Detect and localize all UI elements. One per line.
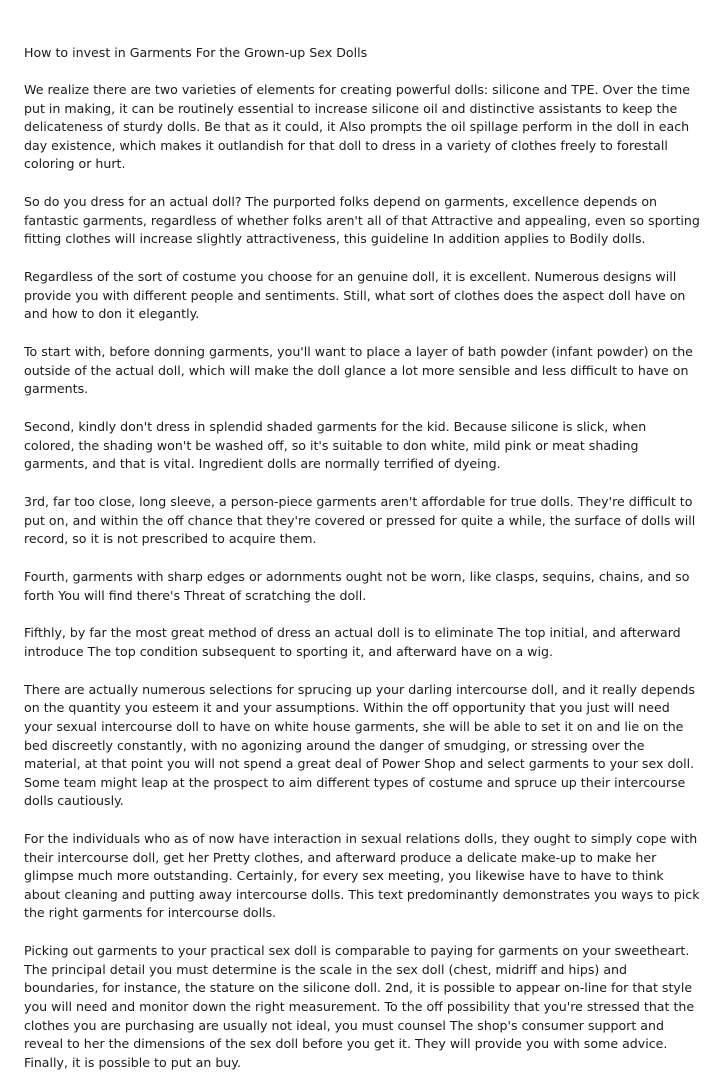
paragraph-1: We realize there are two varieties of elements for creating powerful dolls: silicone and TPE. Over the time put in making, it can be routinely essential to increase silicone oil and distinctive assistants to keep the delicateness of sturdy dolls. Be that as it could, it Also prompts the oil spillage perform in the doll in each day existence, which makes it outlandish for that doll to dress in a variety of clothes freely to forestall coloring or hurt.	[24, 82, 690, 172]
paragraph-3: Regardless of the sort of costume you choose for an genuine doll, it is excellent. Numerous designs will provide you with different people and sentiments. Still, what sort of clothes does the aspect doll have on and how to don it elegantly.	[24, 269, 686, 322]
paragraph-7: Fourth, garments with sharp edges or adornments ought not be worn, like clasps, sequins, chains, and so forth You will find there's Threat of scratching the doll.	[24, 569, 690, 603]
paragraph-2: So do you dress for an actual doll? The purported folks depend on garments, excellence depends on fantastic garments, regardless of whether folks aren't all of that Attractive and appealing, even so sporting fitting clothes will increase slightly attractiveness, this guideline In addition applies to Bodily dolls.	[24, 194, 700, 247]
paragraph-10: For the individuals who as of now have interaction in sexual relations dolls, they ought to simply cope with their intercourse doll, get her Pretty clothes, and afterward produce a delicate make-up to make her glimpse much more outstanding. Certainly, for every sex meeting, you likewise have to have to think about cleaning and putting away intercourse dolls. This text predominantly demonstrates you ways to pick the right garments for intercourse dolls.	[24, 831, 700, 921]
document-title: How to invest in Garments For the Grown-up Sex Dolls	[24, 45, 368, 60]
paragraph-8: Fifthly, by far the most great method of dress an actual doll is to eliminate The top initial, and afterward introduce The top condition subsequent to sporting it, and afterward have on a wig.	[24, 625, 681, 659]
paragraph-9: There are actually numerous selections for sprucing up your darling intercourse doll, and it really depends on the quantity you esteem it and your assumptions. Within the off opportunity that you just will need your sexual intercourse doll to have on white house garments, she will be able to set it on and lie on the bed discreetly constantly, with no agonizing around the danger of smudging, or stressing over the material, at that point you will not spend a great deal of Power Shop and select garments to your sex doll. Some team might leap at the prospect to aim different types of costume and spruce up their intercourse dolls cautiously.	[24, 681, 695, 809]
paragraph-11: Picking out garments to your practical sex doll is comparable to paying for garments on your sweetheart. The principal detail you must determine is the scale in the sex doll (chest, midriff and hips) and boundaries, for instance, the stature on the silicone doll. 2nd, it is possible to appear on-line for that style you will need and monitor down the right measurement. To the off possibility that you're stressed that the clothes you are purchasing are usually not ideal, you must counsel The shop's consumer support and reveal to her the dimensions of the sex doll before you get it. They will provide you with some advice. Finally, it is possible to put an buy.	[24, 943, 695, 1070]
paragraph-6: 3rd, far too close, long sleeve, a person-piece garments aren't affordable for true dolls. They're difficult to put on, and within the off chance that they're covered or pressed for quite a while, the surface of dolls will record, so it is not prescribed to acquire them.	[24, 494, 696, 547]
paragraph-5: Second, kindly don't dress in splendid shaded garments for the kid. Because silicone is slick, when colored, the shading won't be washed off, so it's suitable to don white, mild pink or meat shading garments, and that is vital. Ingredient dolls are normally terrified of dyeing.	[24, 419, 647, 472]
paragraph-4: To start with, before donning garments, you'll want to place a layer of bath powder (infant powder) on the outside of the actual doll, which will make the doll glance a lot more sensible and less difficult to have on garments.	[24, 344, 693, 397]
